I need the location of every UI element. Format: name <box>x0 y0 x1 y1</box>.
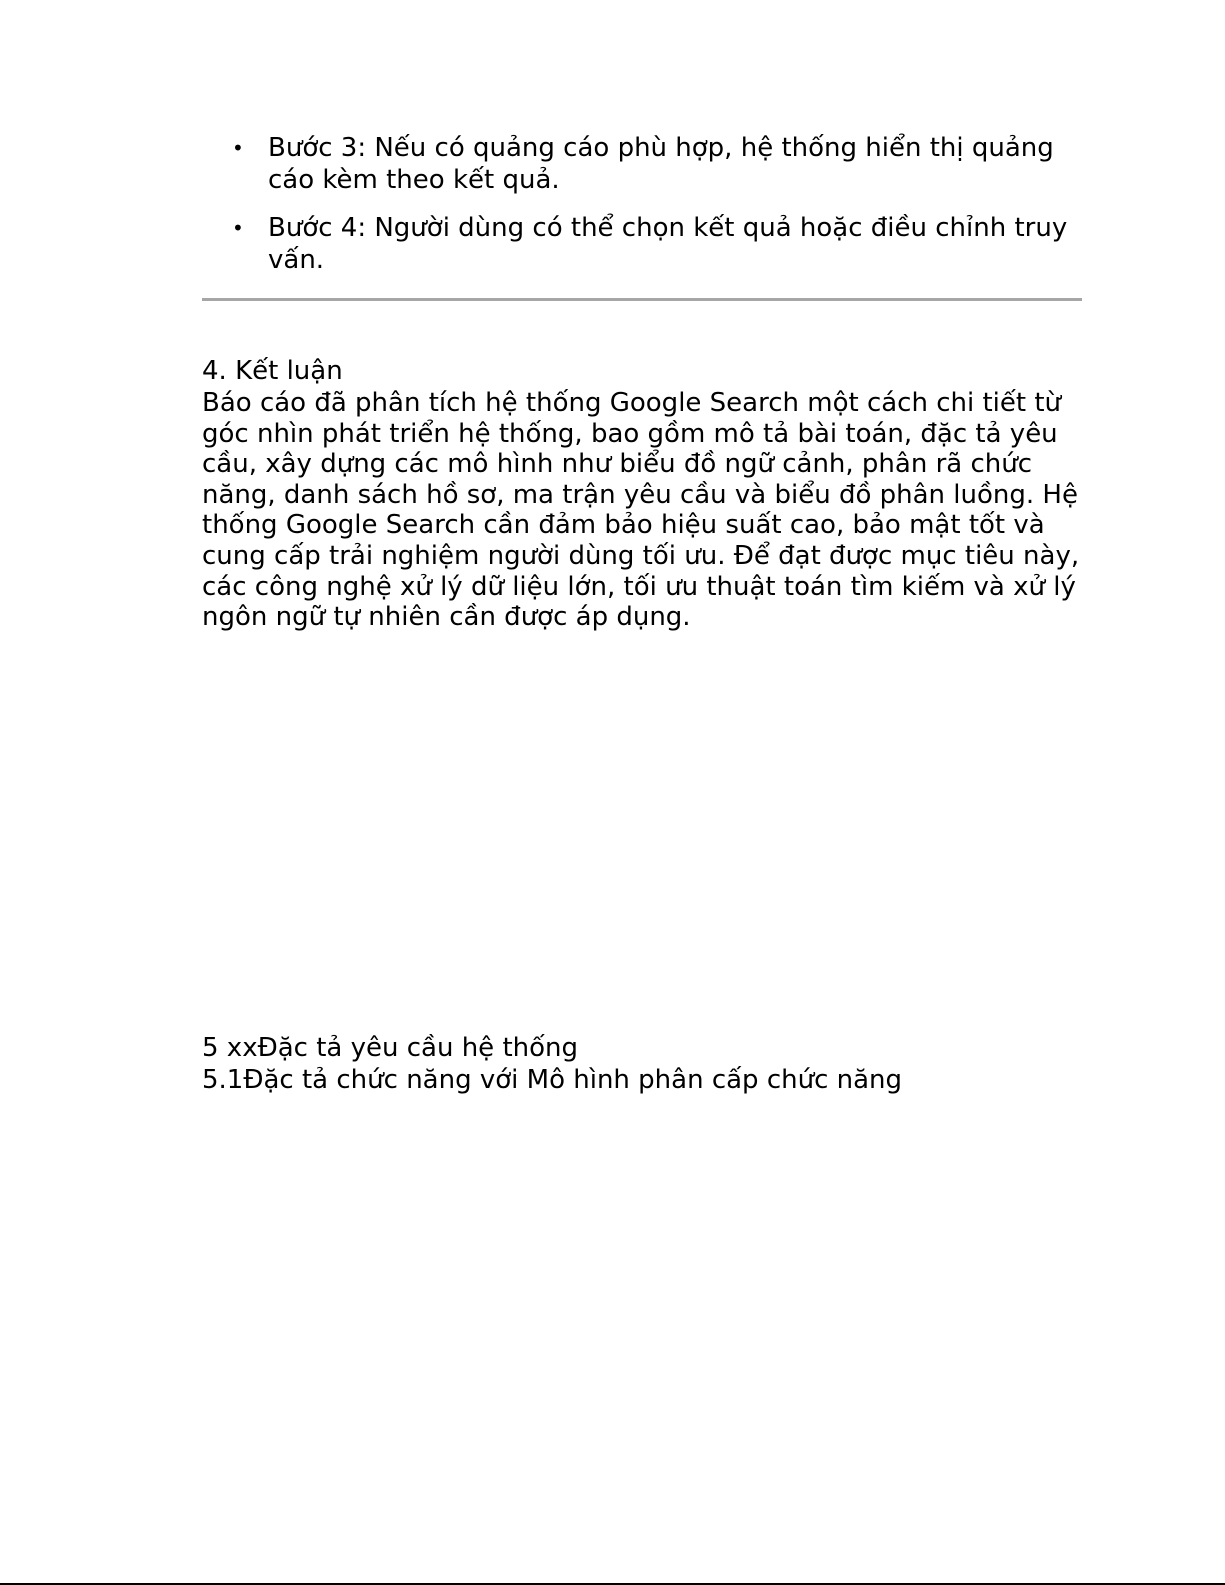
section-5-title: 5 xxĐặc tả yêu cầu hệ thống <box>202 1033 579 1063</box>
conclusion-paragraph: Báo cáo đã phân tích hệ thống Google Search một cách chi tiết từ góc nhìn phát triển hệ thống, bao gồm mô tả bài toán, đặc tả yêu cầu, xây dựng các mô hình như biểu đồ ngữ cảnh, phân rã chức năng, danh sách hồ sơ, ma trận yêu cầu và biểu đồ phân luồng. Hệ thống Google Search cần đảm bảo hiệu suất cao, bảo mật tốt và cung cấp trải nghiệm người dùng tối ưu. Để đạt được mục tiêu này, các công nghệ xử lý dữ liệu lớn, tối ưu thuật toán tìm kiếm và xử lý ngôn ngữ tự nhiên cần được áp dụng. <box>202 388 1080 633</box>
list-item <box>202 132 1082 196</box>
list-item <box>202 212 1082 276</box>
step-list <box>202 132 1082 292</box>
bullet-icon: • <box>232 216 244 240</box>
list-item-text: Bước 3: Nếu có quảng cáo phù hợp, hệ thống hiển thị quảng cáo kèm theo kết quả. <box>268 133 1054 195</box>
bullet-icon: • <box>232 136 244 160</box>
list-item-text: Bước 4: Người dùng có thể chọn kết quả hoặc điều chỉnh truy vấn. <box>268 213 1068 275</box>
conclusion-heading: 4. Kết luận <box>202 356 343 386</box>
horizontal-divider <box>202 298 1082 301</box>
section-5-1-title: 5.1Đặc tả chức năng với Mô hình phân cấp chức năng <box>202 1065 903 1095</box>
